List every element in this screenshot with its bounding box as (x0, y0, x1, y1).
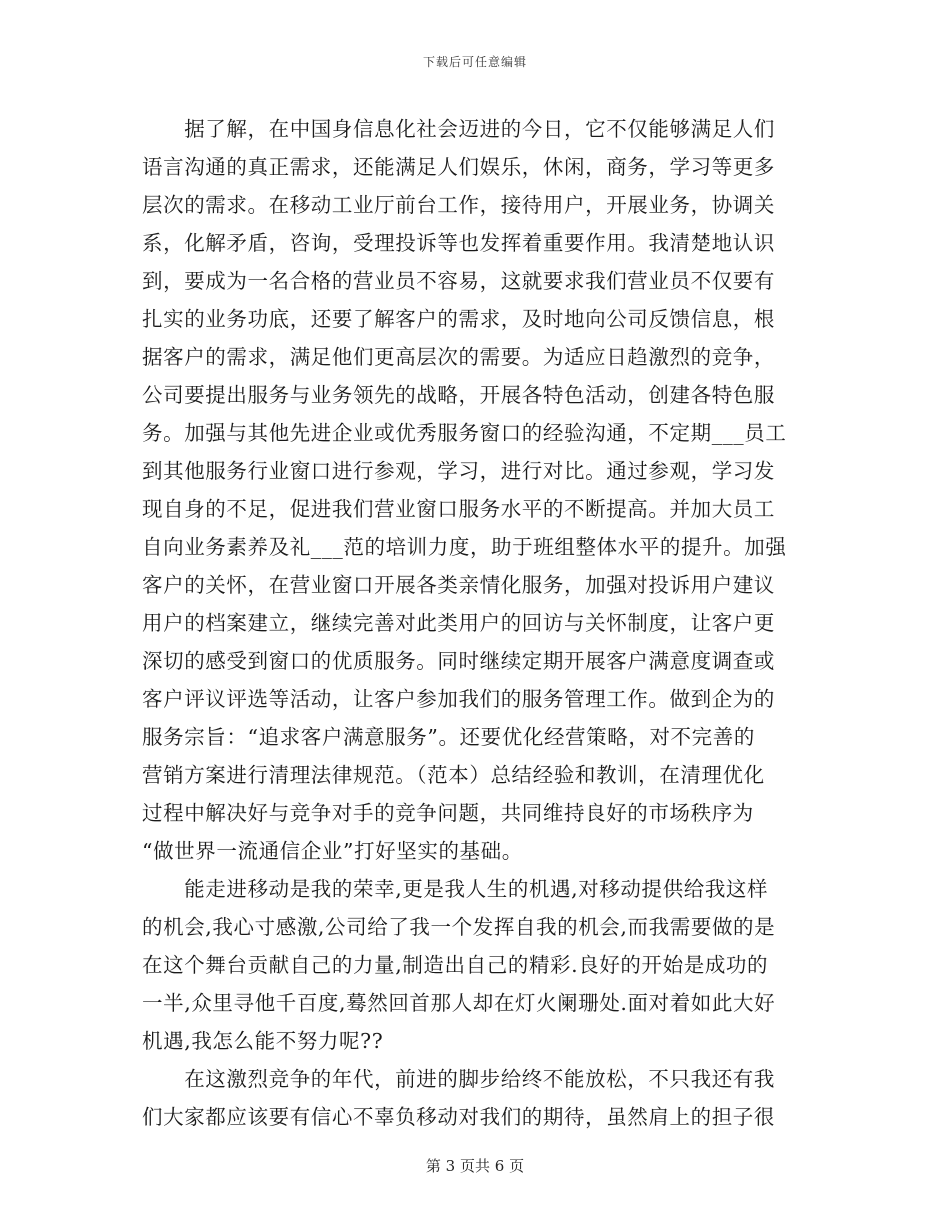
document-body (142, 110, 812, 1136)
text-line: 公司要提出服务与业务领先的战略，开展各特色活动，创建各特色服 (142, 383, 775, 407)
page-number: 第 3 页共 6 页 (425, 1157, 525, 1175)
text-line: 客户的关怀，在营业窗口开展各类亲情化服务，加强对投诉用户建议 (142, 573, 775, 597)
text-line: 用户的档案建立，继续完善对此类用户的回访与关怀制度，让客户更 (142, 611, 775, 635)
page-header: 下载后可任意编辑 (422, 55, 527, 69)
text-line: 自向业务素养及礼___范的培训力度，助于班组整体水平的提升。加强 (142, 535, 787, 559)
text-line: “做世界一流通信企业”打好坚实的基础。 (142, 839, 523, 863)
text-line: 营销方案进行清理法律规范。（范本）总结经验和教训，在清理优化 (142, 763, 765, 787)
text-line: 据客户的需求，满足他们更高层次的需要。为适应日趋激烈的竞争， (142, 345, 775, 369)
text-line: 深切的感受到窗口的优质服务。同时继续定期开展客户满意度调查或 (142, 649, 775, 673)
text-line: 务。加强与其他先进企业或优秀服务窗口的经验沟通，不定期___员工 (142, 421, 787, 445)
text-line: 在这个舞台贡献自己的力量,制造出自己的精彩.良好的开始是成功的 (142, 953, 769, 977)
text-line: 机遇,我怎么能不努力呢?? (142, 1029, 384, 1053)
text-line: 到，要成为一名合格的营业员不容易，这就要求我们营业员不仅要有 (142, 269, 775, 293)
text-line: 系，化解矛盾，咨询，受理投诉等也发挥着重要作用。我清楚地认识 (142, 231, 775, 255)
text-line: 到其他服务行业窗口进行参观，学习，进行对比。通过参观，学习发 (142, 459, 775, 483)
text-line: 据了解，在中国身信息化社会迈进的今日，它不仅能够满足人们 (142, 117, 775, 141)
text-line: 一半,众里寻他千百度,蓦然回首那人却在灯火阑珊处.面对着如此大好 (142, 991, 776, 1015)
text-line: 的机会,我心寸感激,公司给了我一个发挥自我的机会,而我需要做的是 (142, 915, 776, 939)
text-line: 扎实的业务功底，还要了解客户的需求，及时地向公司反馈信息，根 (142, 307, 775, 331)
text-line: 在这激烈竞争的年代，前进的脚步给终不能放松，不只我还有我 (142, 1067, 775, 1091)
text-line: 层次的需求。在移动工业厅前台工作，接待用户，开展业务，协调关 (142, 193, 775, 217)
text-line: 现自身的不足，促进我们营业窗口服务水平的不断提高。并加大员工 (142, 497, 775, 521)
text-line: 服务宗旨：“追求客户满意服务”。还要优化经营策略，对不完善的 (142, 725, 755, 749)
text-line: 语言沟通的真正需求，还能满足人们娱乐，休闲，商务，学习等更多 (142, 155, 775, 179)
text-line: 们大家都应该要有信心不辜负移动对我们的期待，虽然肩上的担子很 (142, 1105, 775, 1129)
text-line: 过程中解决好与竞争对手的竞争问题，共同维持良好的市场秩序为 (142, 801, 754, 825)
text-line: 客户评议评选等活动，让客户参加我们的服务管理工作。做到企为的 (142, 687, 775, 711)
text-line: 能走进移动是我的荣幸,更是我人生的机遇,对移动提供给我这样 (142, 877, 769, 901)
